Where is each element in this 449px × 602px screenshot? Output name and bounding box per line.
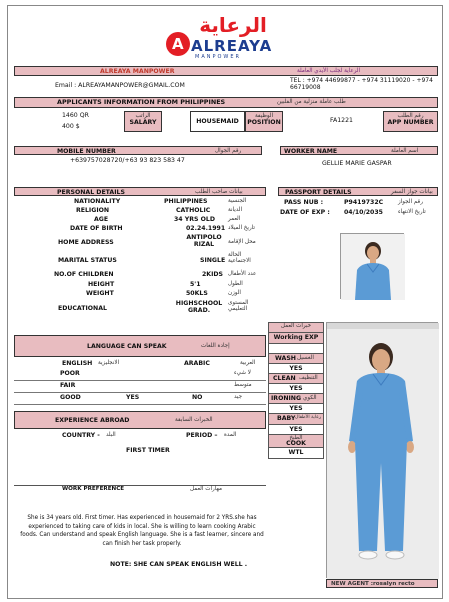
language-title: LANGUAGE CAN SPEAK — [87, 343, 167, 350]
skill-label-ar: الطبخ — [289, 435, 303, 441]
passport-exp-row — [278, 208, 438, 217]
personal-label: HEIGHT — [88, 281, 115, 288]
personal-label-ar: الديانة — [228, 207, 243, 213]
english-column-header-ar: الانجليزية — [98, 360, 120, 366]
passport-header — [278, 187, 438, 196]
personal-label: RELIGION — [76, 207, 110, 214]
mobile-value: +639757028720/+63 93 823 583 47 — [70, 157, 185, 164]
passport-number-label: PASS NUB : — [284, 199, 324, 206]
skill-row — [268, 384, 324, 394]
skills-header-ar: خبرات العمل — [280, 323, 312, 329]
personal-header — [14, 187, 266, 196]
new-agent-bar — [326, 579, 438, 588]
salary-label-ar: الراتب — [135, 113, 151, 119]
skill-label: COOK — [286, 440, 306, 447]
portrait-figure — [341, 234, 405, 300]
skill-value: YES — [289, 365, 303, 372]
skill-label: WASH — [275, 355, 296, 362]
language-level: GOOD — [60, 394, 81, 401]
position-label-box — [245, 111, 283, 132]
personal-label: NO.OF CHILDREN — [54, 271, 114, 278]
logo-a-icon: A — [166, 32, 190, 56]
language-row — [14, 393, 266, 405]
skills-header — [268, 322, 324, 333]
app-number-label-ar: رقم الطلب — [397, 113, 424, 119]
position-value: HOUSEMAID — [190, 111, 245, 132]
skill-value: YES — [289, 426, 303, 433]
country-label: COUNTRY - — [62, 432, 100, 439]
portrait-photo — [340, 233, 404, 299]
applicants-title: APPLICANTS INFORMATION FROM PHILIPPINES — [57, 98, 226, 106]
passport-exp-value: 04/10/2035 — [344, 209, 383, 216]
personal-label-ar: الوزن — [228, 290, 241, 296]
english-column-header: ENGLISH — [62, 360, 93, 367]
personal-row — [14, 252, 266, 270]
personal-label: NATIONALITY — [74, 198, 121, 205]
work-preference-label: WORK PREFERENCE — [62, 486, 125, 492]
personal-label: DATE OF BIRTH — [70, 225, 123, 232]
english-level: YES — [126, 394, 140, 401]
personal-value: ANTIPOLO RIZAL — [186, 234, 222, 249]
skill-row — [268, 425, 324, 435]
personal-table — [14, 197, 266, 319]
personal-label: AGE — [94, 216, 109, 223]
language-table — [14, 360, 266, 405]
skill-value: YES — [289, 385, 303, 392]
company-name-ar: الرعاية لجلب الأيدي العاملة — [297, 68, 361, 74]
language-header — [14, 335, 266, 357]
personal-label-ar: محل الإقامة — [228, 239, 256, 245]
personal-label: MARITAL STATUS — [58, 257, 117, 264]
personal-row — [14, 215, 266, 224]
skill-row — [268, 414, 324, 425]
personal-label-ar: الطول — [228, 281, 243, 287]
language-level-ar: لا شيء — [234, 370, 251, 376]
passport-number-value: P9419732C — [344, 199, 384, 206]
personal-value: SINGLE — [200, 257, 226, 264]
passport-number-row — [278, 198, 438, 207]
company-name-en: ALREAYA MANPOWER — [100, 68, 175, 75]
personal-row — [14, 270, 266, 280]
skill-value — [269, 344, 323, 345]
experience-columns — [14, 431, 266, 441]
personal-label-ar: عدد الأطفال — [228, 271, 257, 277]
language-column-headers — [14, 360, 266, 369]
skill-label-ar: الغسيل — [297, 355, 314, 361]
skill-label-ar: التنظيف — [299, 375, 318, 381]
skill-label-ar: الكوي — [303, 395, 317, 401]
app-number-value: FA1221 — [330, 117, 353, 124]
applicants-header — [14, 97, 438, 108]
skill-label: Working EXP — [273, 334, 319, 341]
worker-name-value: GELLIE MARIE GASPAR — [322, 160, 392, 167]
logo-arabic-text: الرعاية — [199, 13, 267, 37]
personal-value: CATHOLIC — [176, 207, 211, 214]
personal-value: 2KIDS — [202, 271, 223, 278]
salary-qr: 1460 QR — [62, 112, 89, 119]
skills-panel — [268, 322, 324, 456]
arabic-column-header-ar: العربية — [240, 360, 256, 366]
work-preference-label-ar: مهارات العمل — [190, 486, 223, 492]
mobile-label-box — [14, 146, 262, 155]
experience-header — [14, 411, 266, 429]
skill-row — [268, 435, 324, 448]
personal-row — [14, 289, 266, 299]
personal-label: HOME ADDRESS — [58, 239, 114, 246]
personal-row — [14, 299, 266, 319]
note-text: NOTE: SHE CAN SPEAK ENGLISH WELL . — [110, 561, 248, 568]
personal-label-ar: الحالة الاجتماعية — [228, 252, 251, 264]
description-text: She is 34 years old. First timer. Has experienced in housemaid for 2 YRS.she has experienced to taking care of kids in local. She is willing to learn cooking Arabic foods. Can understand and speak English language. She is a fast learner, sincere and can finish her task properly. — [20, 515, 264, 547]
personal-row — [14, 234, 266, 252]
personal-value: 5'1 — [190, 281, 201, 288]
skill-row — [268, 374, 324, 384]
language-level: FAIR — [60, 382, 76, 389]
language-level-ar: متوسط — [234, 382, 252, 388]
full-body-photo — [326, 322, 438, 578]
passport-exp-ar: تاريخ الانتهاء — [398, 209, 426, 215]
skill-value: YES — [289, 405, 303, 412]
personal-label-ar: المستوى التعليمي — [228, 300, 249, 312]
position-label-ar: الوظيفة — [254, 113, 274, 119]
language-row — [14, 369, 266, 381]
company-email: Email : ALREAYAMANPOWER@GMAIL.COM — [55, 82, 185, 89]
company-name-bar — [14, 66, 438, 76]
language-title-ar: إجادة اللغات — [201, 343, 230, 349]
skill-label: BABY — [277, 415, 296, 422]
language-row — [14, 381, 266, 393]
passport-title-ar: بيانات جواز السفر — [391, 189, 433, 195]
experience-title: EXPERIENCE ABROAD — [55, 417, 130, 424]
worker-label-ar: اسم العاملة — [391, 148, 419, 154]
new-agent-text: NEW AGENT :rosalyn recto — [331, 581, 415, 587]
company-logo — [165, 13, 290, 61]
salary-label: SALARY — [129, 119, 157, 126]
passport-exp-label: DATE OF EXP : — [280, 209, 330, 216]
app-number-label: APP NUMBER — [387, 119, 434, 126]
personal-row — [14, 280, 266, 289]
personal-value: 34 YRS OLD — [174, 216, 215, 223]
personal-title: PERSONAL DETAILS — [57, 189, 125, 196]
skill-row — [268, 344, 324, 354]
logo-subtitle: MANPOWER — [195, 54, 242, 60]
salary-label-box — [124, 111, 162, 132]
skill-row — [268, 448, 324, 459]
mobile-label: MOBILE NUMBER — [57, 148, 116, 155]
experience-value: FIRST TIMER — [126, 447, 170, 454]
personal-label: WEIGHT — [86, 290, 114, 297]
period-label-ar: المدة — [224, 432, 237, 438]
skill-row — [268, 354, 324, 364]
skill-row — [268, 404, 324, 414]
period-label: PERIOD – — [186, 432, 218, 439]
personal-value: PHILIPPINES — [164, 198, 208, 205]
skill-label: IRONING — [271, 395, 302, 402]
logo-english-text: ALREAYA — [191, 37, 273, 55]
arabic-level: NO — [192, 394, 203, 401]
applicants-title-ar: طلب عاملة منزلية من الفلبين — [277, 99, 346, 105]
personal-value: 50KLS — [186, 290, 208, 297]
personal-label-ar: تاريخ الميلاد — [228, 225, 255, 231]
personal-label-ar: الجنسية — [228, 198, 247, 204]
personal-value: 02.24.1991 — [186, 225, 226, 232]
personal-row — [14, 206, 266, 215]
personal-title-ar: بيانات صاحب الطلب — [195, 189, 243, 195]
position-label: POSITION — [247, 119, 281, 126]
skill-row — [268, 394, 324, 404]
work-preference-bar — [14, 485, 266, 493]
skill-value: WTL — [288, 449, 304, 456]
company-tel: TEL : +974 44699877 - +974 31119020 - +974 66719008 — [290, 77, 433, 91]
personal-row — [14, 197, 266, 206]
app-number-label-box — [383, 111, 438, 132]
personal-row — [14, 224, 266, 234]
personal-label: EDUCATIONAL — [58, 305, 107, 312]
skill-label: CLEAN — [273, 375, 296, 382]
worker-label: WORKER NAME — [284, 148, 338, 155]
mobile-label-ar: رقم الجوال — [215, 148, 242, 154]
personal-value: HIGHSCHOOL GRAD. — [175, 300, 223, 315]
country-label-ar: البلد — [106, 432, 116, 438]
skill-row — [268, 364, 324, 374]
experience-title-ar: الخبرات السابقة — [175, 417, 213, 423]
personal-label-ar: العمر — [228, 216, 241, 222]
skill-row — [268, 333, 324, 344]
passport-title: PASSPORT DETAILS — [285, 189, 352, 196]
full-body-figure — [327, 323, 439, 579]
skill-label-ar: رعاية الأطفال — [295, 415, 322, 420]
salary-usd: 400 $ — [62, 123, 80, 130]
arabic-column-header: ARABIC — [184, 360, 210, 367]
worker-label-box — [280, 146, 438, 155]
language-level-ar: جيد — [234, 394, 243, 400]
passport-number-ar: رقم الجواز — [398, 199, 423, 205]
language-level: POOR — [60, 370, 80, 377]
